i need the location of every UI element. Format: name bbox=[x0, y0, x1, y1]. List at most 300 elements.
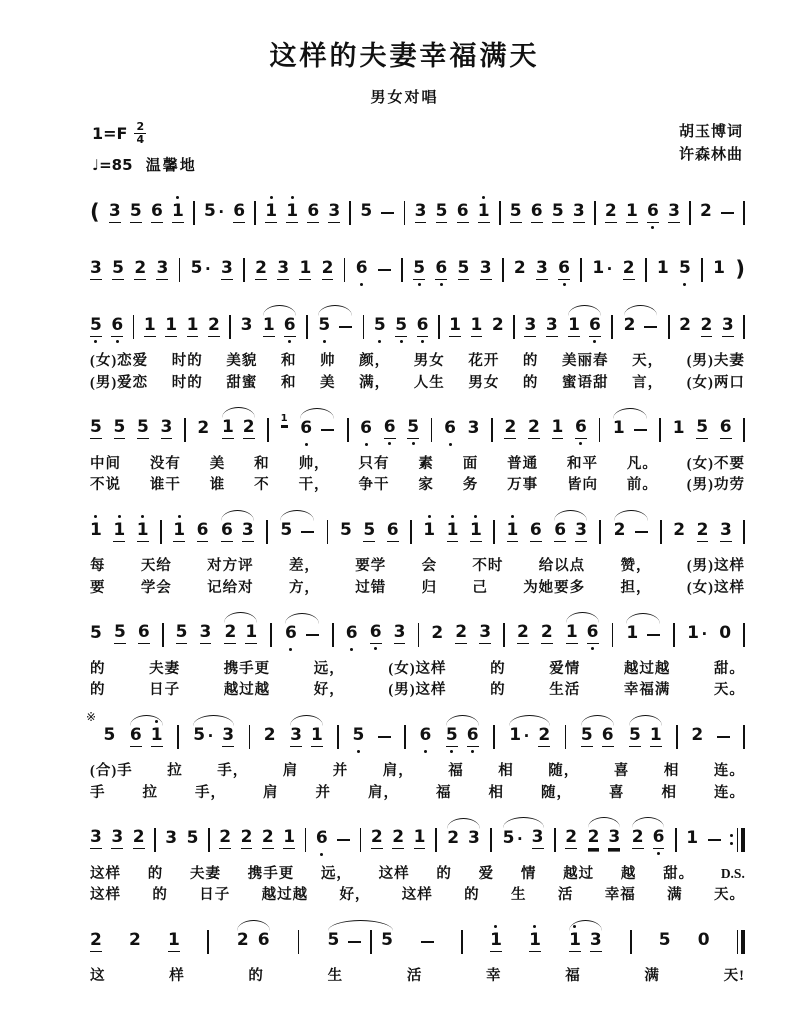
note bbox=[222, 718, 234, 757]
barline bbox=[743, 623, 745, 647]
slur-group bbox=[262, 308, 297, 347]
note-digit: 1 bbox=[143, 314, 156, 335]
lyric-word: 争干 bbox=[358, 477, 390, 494]
note-digit: 1 bbox=[551, 417, 564, 438]
lyric-word: 学会 bbox=[140, 579, 172, 596]
note bbox=[286, 194, 298, 233]
note bbox=[90, 410, 102, 449]
note-digit: 6 bbox=[719, 417, 732, 438]
note-digit: 1 bbox=[310, 724, 323, 745]
lyric-word: 凡。 bbox=[626, 455, 658, 472]
augmentation-dot: · bbox=[204, 260, 211, 279]
lyric-word: 的 bbox=[90, 682, 106, 699]
note bbox=[133, 820, 145, 859]
sheet-music-page bbox=[0, 34, 809, 1028]
lyric-word: 中间 bbox=[90, 455, 121, 472]
barline bbox=[743, 315, 745, 339]
lyric-word: 时的 bbox=[171, 353, 203, 370]
barline bbox=[349, 201, 351, 225]
note bbox=[492, 308, 504, 346]
note-digit: 2 bbox=[700, 201, 712, 222]
note-digit: 3 bbox=[608, 827, 621, 848]
note bbox=[200, 615, 212, 654]
lyric-word: 日子 bbox=[149, 682, 181, 699]
note-digit: 3 bbox=[721, 314, 734, 335]
key-label: 1=F bbox=[92, 123, 128, 143]
note-digit: 3 bbox=[328, 200, 341, 221]
lyricist-credit: 胡玉博词 bbox=[678, 124, 743, 140]
lyric-word: 生活 bbox=[549, 682, 581, 699]
lyric-word: 赞， bbox=[620, 558, 652, 575]
note-digit: 1 bbox=[565, 622, 578, 643]
note bbox=[458, 251, 470, 290]
barline bbox=[208, 828, 210, 852]
note bbox=[340, 513, 352, 551]
low-octave-dot bbox=[305, 443, 308, 446]
low-octave-dot bbox=[651, 226, 654, 229]
low-octave-dot bbox=[421, 340, 424, 343]
music-systems bbox=[86, 191, 745, 988]
lyric-word: 不时 bbox=[472, 558, 504, 575]
song-subtitle: 男女对唱 bbox=[370, 90, 439, 106]
note-digit: 2 bbox=[631, 827, 644, 848]
note bbox=[668, 194, 680, 233]
low-octave-dot bbox=[288, 340, 291, 343]
note bbox=[713, 251, 725, 289]
note-digit: 1 bbox=[186, 314, 199, 335]
lyric-word: (男)这样 bbox=[686, 558, 745, 575]
lyric-word: 拉 bbox=[142, 784, 158, 801]
note bbox=[111, 820, 123, 859]
lyric-word: 花开 bbox=[468, 353, 500, 370]
note bbox=[187, 308, 199, 347]
note-digit: 1 bbox=[221, 417, 234, 438]
note-digit: 2 bbox=[540, 622, 553, 643]
note bbox=[392, 820, 404, 859]
low-octave-dot bbox=[320, 853, 323, 856]
note bbox=[187, 821, 199, 859]
note-digit: 3 bbox=[90, 257, 102, 278]
note bbox=[384, 410, 396, 449]
note-digit: 1 bbox=[470, 522, 482, 542]
barline bbox=[737, 930, 739, 954]
note-digit: 3 bbox=[575, 519, 587, 540]
note-digit: 1 bbox=[569, 932, 581, 952]
music-system bbox=[90, 191, 745, 235]
lyric-word: 幸福满 bbox=[623, 682, 671, 699]
slur-group bbox=[502, 820, 545, 859]
barline bbox=[689, 201, 691, 225]
note-digit: 2 bbox=[132, 827, 145, 848]
note-digit: 2 bbox=[700, 314, 713, 335]
lyric-word: 没有 bbox=[149, 455, 181, 472]
note bbox=[457, 194, 469, 233]
lyrics-line bbox=[90, 966, 745, 988]
note-digit: 5 bbox=[658, 930, 671, 951]
lyric-word: 蜜语甜 bbox=[562, 374, 609, 391]
low-octave-dot bbox=[116, 340, 119, 343]
lyrics-line bbox=[90, 680, 745, 702]
note bbox=[165, 308, 177, 347]
note bbox=[280, 513, 292, 551]
barline bbox=[502, 258, 504, 282]
lyric-word: 越过越 bbox=[223, 682, 271, 699]
note-digit: 3 bbox=[545, 314, 558, 335]
time-signature bbox=[134, 121, 146, 145]
music-system bbox=[90, 408, 745, 498]
note-digit: 6 bbox=[346, 625, 358, 644]
notes-line bbox=[90, 920, 745, 964]
high-octave-dot bbox=[270, 196, 273, 199]
barline bbox=[347, 418, 349, 442]
lyric-word: (男)爱恋 bbox=[90, 374, 149, 391]
lyric-word: 生 bbox=[327, 968, 344, 985]
slur-group bbox=[628, 718, 663, 757]
lyric-word: 甜。 bbox=[663, 865, 695, 882]
note bbox=[262, 820, 274, 859]
lyric-word: 福 bbox=[436, 784, 452, 801]
duration-dash bbox=[708, 839, 721, 841]
note bbox=[311, 718, 323, 757]
augmentation-dot: · bbox=[207, 727, 214, 746]
note bbox=[208, 308, 220, 347]
note-digit: 5 bbox=[112, 257, 124, 278]
note bbox=[224, 615, 236, 654]
barline bbox=[298, 930, 300, 954]
lyric-word: 帅 bbox=[320, 353, 336, 370]
duration-dash bbox=[337, 839, 350, 841]
barline bbox=[503, 623, 505, 647]
note bbox=[467, 718, 479, 757]
lyric-word: 要学 bbox=[355, 558, 387, 575]
note-digit: 1 bbox=[423, 522, 435, 541]
note bbox=[360, 411, 372, 449]
note-digit: 2 bbox=[455, 622, 468, 643]
note-digit: 2 bbox=[321, 257, 334, 278]
low-octave-dot bbox=[350, 648, 353, 651]
note bbox=[197, 411, 209, 449]
barline bbox=[404, 201, 406, 225]
slur-group bbox=[567, 308, 602, 347]
low-octave-dot bbox=[94, 340, 97, 343]
note bbox=[659, 923, 671, 961]
note-digit: 0 bbox=[719, 622, 732, 643]
note bbox=[608, 820, 620, 859]
note-digit: 5 bbox=[190, 258, 203, 279]
lyrics-block bbox=[90, 659, 745, 703]
music-system bbox=[90, 305, 745, 395]
note-digit: 3 bbox=[220, 257, 233, 278]
barline bbox=[645, 258, 647, 282]
note-digit: 3 bbox=[199, 622, 212, 643]
note bbox=[90, 923, 102, 962]
note bbox=[113, 513, 125, 552]
note bbox=[387, 513, 399, 552]
high-octave-dot bbox=[533, 925, 536, 928]
lyric-word: 这样 bbox=[401, 887, 433, 904]
note bbox=[222, 410, 234, 449]
note-digit: 3 bbox=[479, 622, 492, 643]
note-digit: 6 bbox=[647, 203, 659, 223]
meter-denominator: 4 bbox=[136, 132, 145, 146]
slur-group bbox=[299, 411, 335, 449]
note bbox=[447, 821, 459, 859]
note bbox=[568, 308, 580, 347]
note-digit: 6 bbox=[653, 829, 665, 849]
note-digit: 3 bbox=[479, 257, 492, 278]
lyric-word: 面 bbox=[462, 455, 479, 472]
lyrics-line bbox=[90, 659, 745, 681]
note bbox=[431, 616, 443, 654]
lyric-word: 美丽春 bbox=[562, 353, 609, 370]
barline bbox=[229, 315, 231, 339]
barline bbox=[668, 315, 670, 339]
low-octave-dot bbox=[388, 442, 391, 445]
note bbox=[566, 615, 578, 654]
lyric-word: 美 bbox=[209, 455, 226, 472]
note bbox=[374, 308, 386, 346]
note-digit: 5 bbox=[435, 200, 448, 221]
note bbox=[449, 308, 461, 347]
note bbox=[701, 308, 713, 347]
note-digit: 2 bbox=[134, 257, 147, 278]
lyric-word: 越过越 bbox=[623, 660, 671, 677]
note-digit: 6 bbox=[558, 260, 570, 280]
note bbox=[565, 820, 577, 859]
note bbox=[394, 615, 406, 654]
note bbox=[283, 820, 295, 859]
note-digit: 1 bbox=[507, 522, 519, 542]
expression-marking: 温馨地 bbox=[145, 158, 197, 175]
note bbox=[258, 923, 270, 961]
note bbox=[219, 820, 231, 859]
note-digit: 5 bbox=[327, 930, 340, 951]
note bbox=[528, 410, 540, 449]
lyric-word: 对方评 bbox=[207, 558, 254, 575]
ds-marking: D.S. bbox=[720, 865, 745, 881]
barline bbox=[179, 258, 181, 282]
note-digit: 6 bbox=[196, 519, 209, 540]
lyric-word: 手， bbox=[195, 784, 226, 801]
intro-paren: ( bbox=[90, 200, 100, 225]
note-digit: 1 bbox=[470, 314, 483, 335]
note bbox=[592, 251, 612, 289]
slur-group bbox=[192, 718, 235, 757]
slur-group bbox=[568, 923, 603, 962]
barline bbox=[410, 520, 412, 544]
note bbox=[650, 718, 662, 757]
slur-group bbox=[631, 820, 666, 859]
note bbox=[507, 513, 519, 552]
lyric-word: 的 bbox=[90, 660, 106, 677]
notes-line bbox=[90, 408, 745, 452]
note bbox=[284, 308, 296, 347]
note-digit: 6 bbox=[601, 724, 614, 745]
credits bbox=[679, 121, 743, 168]
note bbox=[679, 251, 691, 289]
note bbox=[90, 820, 102, 859]
lyric-word: 生 bbox=[511, 887, 527, 904]
barline bbox=[513, 315, 515, 339]
meter-numerator: 2 bbox=[136, 120, 145, 133]
slur-group bbox=[221, 410, 256, 449]
note bbox=[510, 194, 522, 233]
high-octave-dot bbox=[511, 515, 514, 518]
note bbox=[647, 194, 659, 233]
duration-dash bbox=[381, 212, 394, 214]
lyric-word: 活 bbox=[406, 968, 423, 985]
note-digit: 1 bbox=[592, 258, 605, 279]
note-digit: 1 bbox=[449, 314, 462, 335]
low-octave-dot bbox=[579, 442, 582, 445]
lyric-word: 随， bbox=[541, 784, 572, 801]
barline bbox=[675, 828, 677, 852]
lyric-word: 肩， bbox=[368, 784, 399, 801]
note-digit: 6 bbox=[150, 200, 163, 221]
note bbox=[242, 513, 254, 552]
slur-group bbox=[220, 513, 255, 552]
augmentation-dot: · bbox=[701, 624, 708, 643]
low-octave-dot bbox=[450, 750, 453, 753]
note bbox=[479, 615, 491, 654]
note bbox=[90, 251, 102, 290]
note bbox=[653, 820, 665, 859]
note-digit: 2 bbox=[242, 417, 255, 438]
note bbox=[575, 513, 587, 552]
note bbox=[233, 194, 245, 233]
barline bbox=[599, 418, 601, 442]
note-digit: 1 bbox=[686, 827, 699, 848]
note-digit: 2 bbox=[447, 827, 460, 848]
barline bbox=[660, 520, 662, 544]
slur-group bbox=[587, 820, 622, 859]
note-digit: 2 bbox=[622, 257, 635, 278]
note-digit: 1 bbox=[687, 622, 699, 643]
lyric-word: 天! bbox=[723, 968, 745, 985]
lyric-word: 这样 bbox=[90, 865, 121, 882]
note-digit: 1 bbox=[649, 724, 662, 745]
note-digit: 6 bbox=[284, 317, 296, 337]
barline bbox=[337, 725, 339, 749]
note-digit: 2 bbox=[224, 622, 237, 643]
lyric-word: (女)两口 bbox=[686, 374, 745, 391]
note-digit: 5 bbox=[175, 622, 188, 643]
note-digit: 6 bbox=[111, 317, 123, 337]
low-octave-dot bbox=[424, 750, 427, 753]
lyric-word: 天， bbox=[632, 353, 664, 370]
note bbox=[264, 718, 276, 756]
high-octave-dot bbox=[155, 720, 158, 723]
note bbox=[514, 251, 526, 289]
barline bbox=[673, 623, 675, 647]
note-digit: 3 bbox=[719, 519, 732, 540]
note-digit: 2 bbox=[587, 827, 600, 848]
lyric-word: 天。 bbox=[713, 887, 745, 904]
note bbox=[168, 923, 180, 962]
lyric-word: 己 bbox=[472, 579, 488, 596]
note bbox=[719, 616, 731, 654]
note-digit: 6 bbox=[356, 260, 368, 279]
barline bbox=[327, 520, 329, 544]
barline bbox=[266, 520, 268, 544]
note bbox=[407, 410, 419, 449]
note bbox=[307, 194, 319, 233]
lyric-word: 的 bbox=[522, 374, 539, 391]
barline bbox=[554, 828, 556, 852]
lyric-word: 和 bbox=[280, 353, 297, 370]
note bbox=[415, 194, 427, 233]
note-digit: 2 bbox=[604, 200, 617, 221]
duration-dash bbox=[421, 941, 434, 943]
barline bbox=[611, 315, 613, 339]
lyric-word: 拉 bbox=[167, 763, 183, 780]
note bbox=[524, 308, 536, 347]
note bbox=[346, 616, 358, 654]
duration-dash bbox=[717, 736, 730, 738]
slur-group bbox=[317, 308, 353, 346]
repeat-barline bbox=[730, 828, 745, 852]
lyric-word: 并 bbox=[332, 763, 349, 780]
lyrics-line bbox=[90, 783, 745, 805]
barline bbox=[193, 201, 195, 225]
lyric-word: 和 bbox=[254, 455, 270, 472]
lyric-word: (女)这样 bbox=[686, 579, 745, 596]
note bbox=[299, 251, 311, 290]
note bbox=[316, 821, 328, 859]
barline bbox=[612, 623, 614, 647]
note bbox=[722, 308, 734, 347]
slur-group bbox=[279, 513, 315, 551]
note-digit: 2 bbox=[691, 725, 704, 746]
slur-group bbox=[508, 718, 551, 757]
barline bbox=[493, 725, 495, 749]
note bbox=[504, 410, 516, 449]
note bbox=[573, 194, 585, 233]
note-digit: 1 bbox=[286, 203, 298, 223]
lyric-word: 爱 bbox=[478, 865, 495, 882]
note-digit: 1 bbox=[283, 827, 296, 848]
note-digit: 2 bbox=[513, 258, 526, 279]
lyric-word: 甜蜜 bbox=[226, 374, 258, 391]
barline bbox=[306, 315, 308, 339]
note bbox=[241, 308, 253, 346]
barline bbox=[701, 258, 703, 282]
lyric-word: 皆向 bbox=[567, 477, 599, 494]
note bbox=[90, 616, 102, 654]
lyrics-line bbox=[90, 454, 745, 476]
note bbox=[552, 410, 564, 449]
note bbox=[277, 251, 289, 290]
note-digit: 1 bbox=[245, 622, 258, 643]
barline bbox=[599, 520, 601, 544]
notes-line bbox=[90, 248, 745, 292]
slur-group bbox=[223, 615, 258, 654]
high-octave-dot bbox=[118, 515, 121, 518]
lyric-word: 日子 bbox=[199, 887, 231, 904]
low-octave-dot bbox=[360, 283, 363, 286]
barline bbox=[737, 828, 739, 852]
lyric-word: 干， bbox=[298, 477, 330, 494]
lyrics-block bbox=[90, 351, 745, 395]
note-digit: 6 bbox=[417, 317, 429, 337]
note-digit: 5 bbox=[90, 317, 102, 337]
music-system bbox=[86, 710, 745, 805]
high-octave-dot bbox=[291, 196, 294, 199]
note bbox=[370, 615, 382, 654]
note bbox=[602, 718, 614, 757]
note-digit: 6 bbox=[587, 624, 599, 644]
note bbox=[243, 410, 255, 449]
